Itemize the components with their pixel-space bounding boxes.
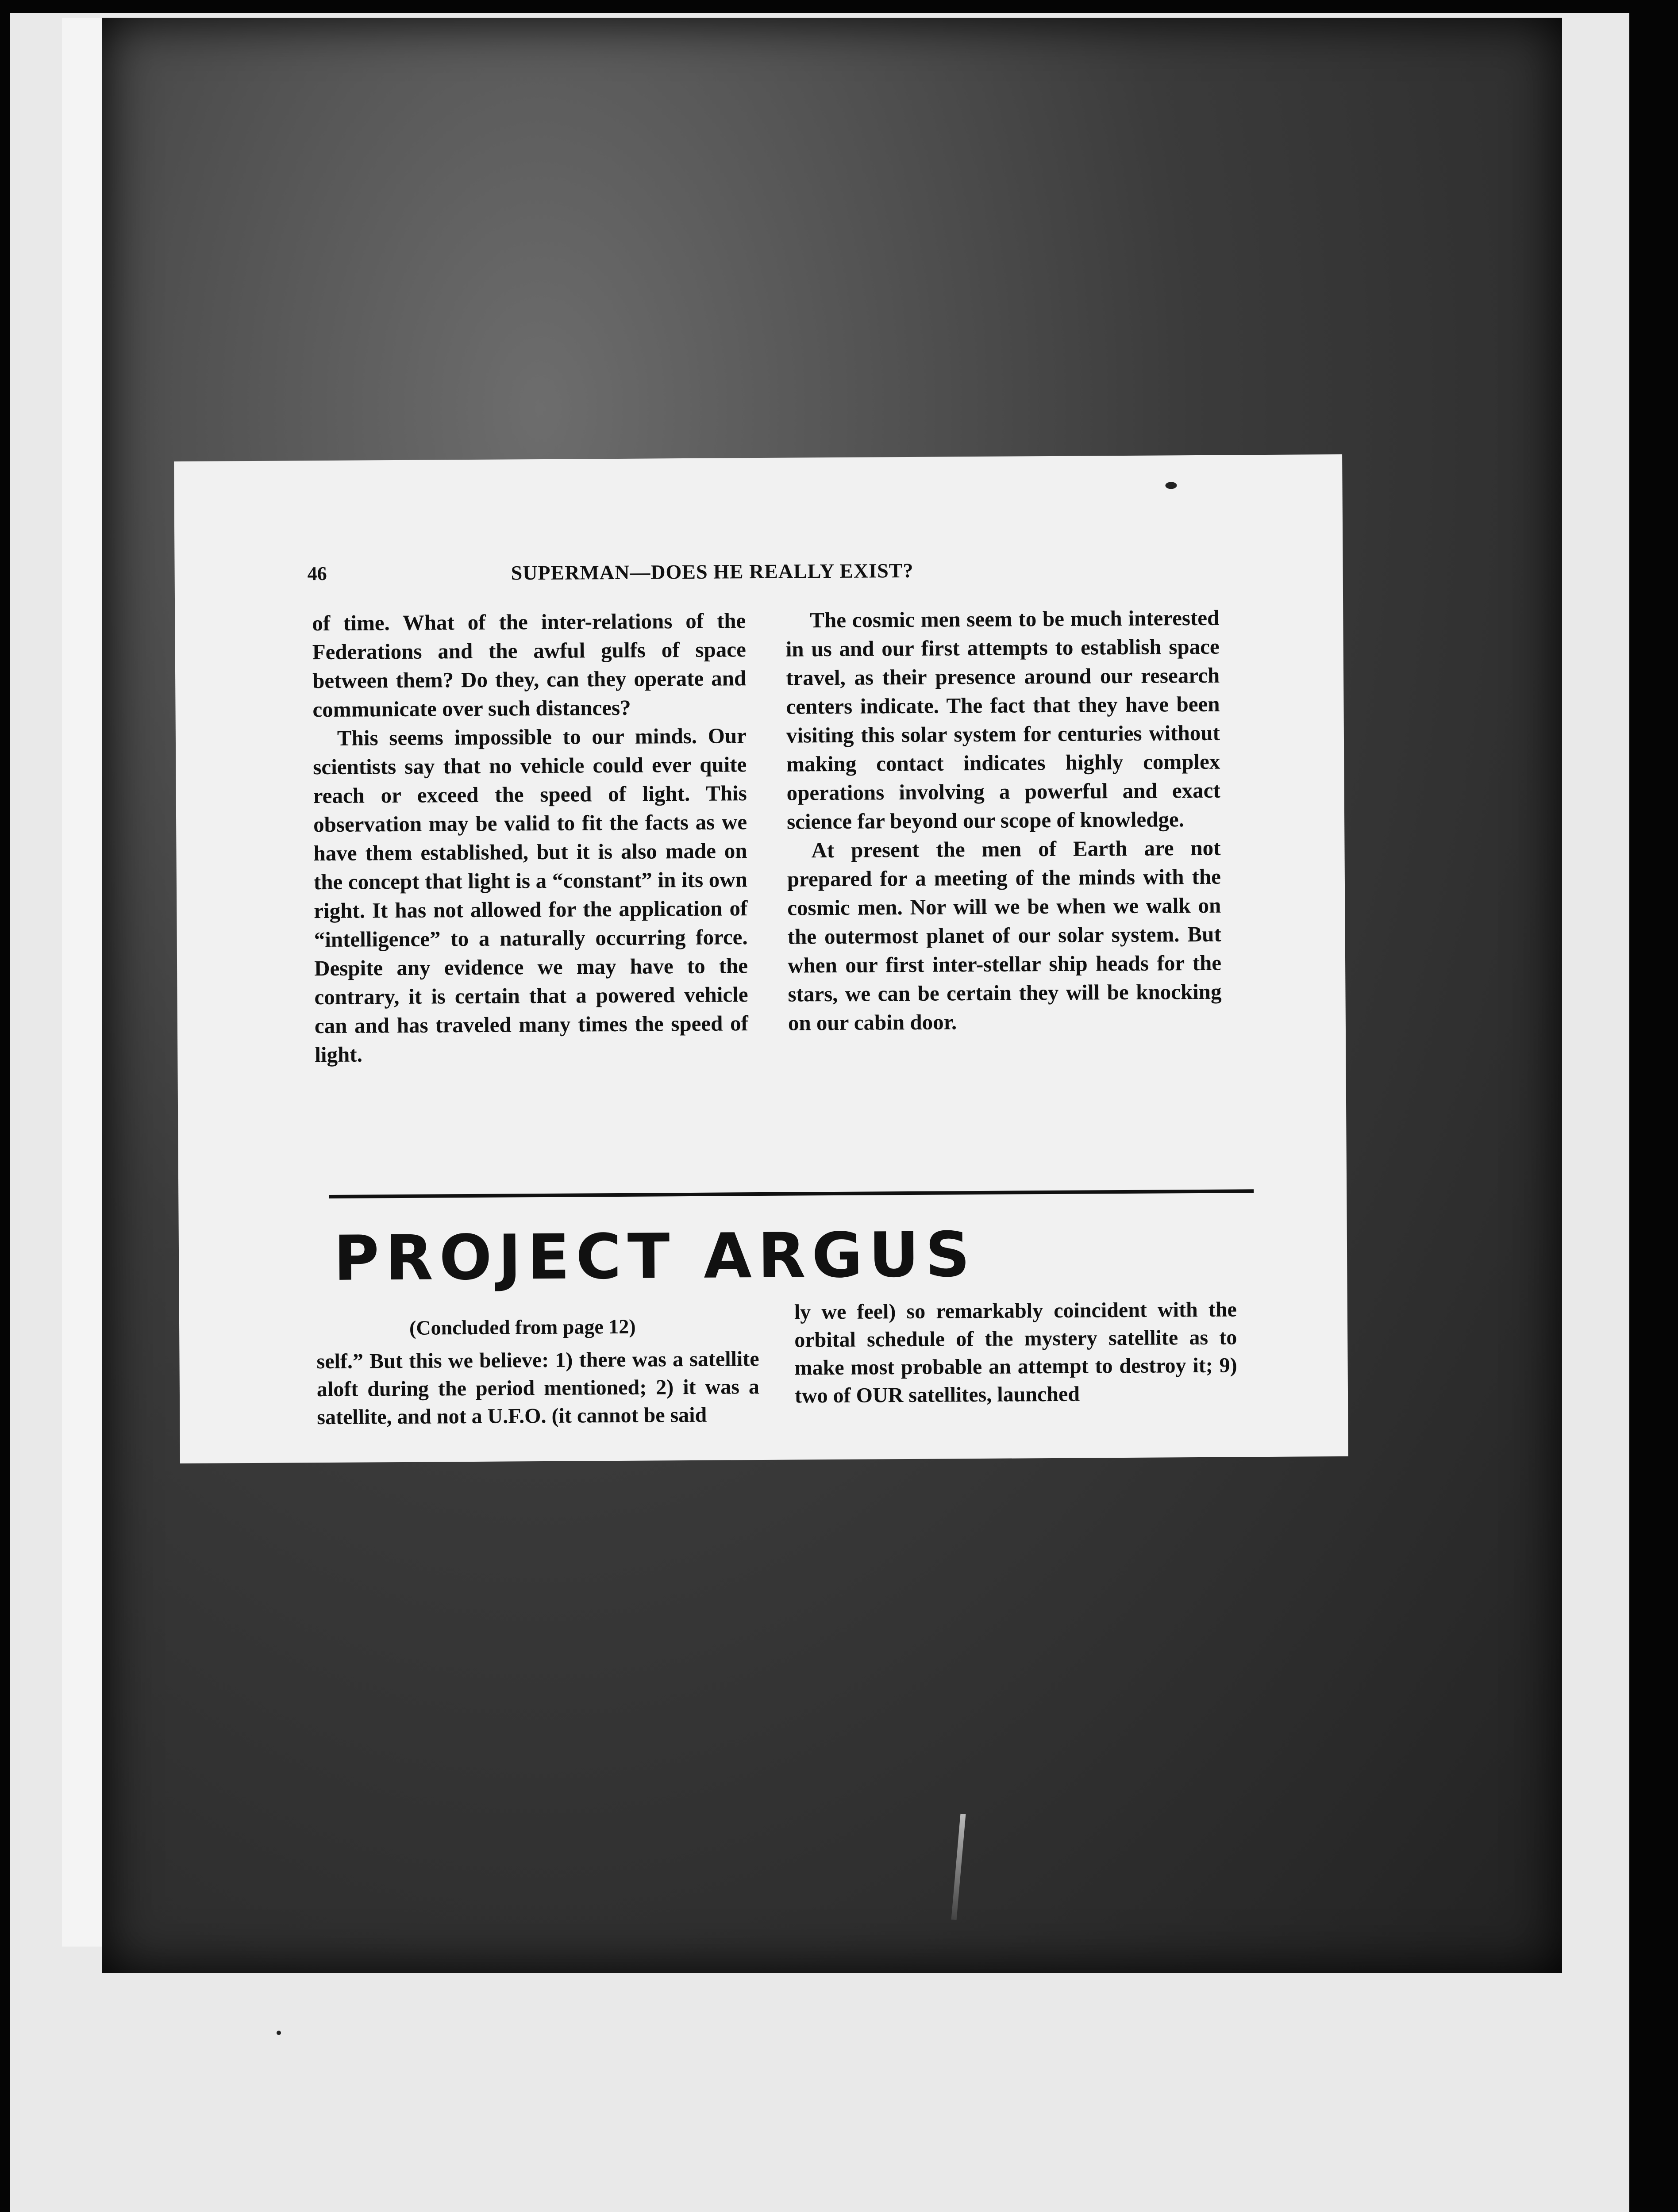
- scan-left-margin: [62, 18, 102, 1947]
- paragraph: of time. What of the inter-relations of the Federations and the awful gulfs of space between them? Do they, can they operate and communicate over such distances?: [312, 608, 747, 722]
- paragraph: ly we feel) so remarkably coincident with the orbital schedule of the mystery satellite as to make most probable an attempt to destroy it; 9) two of OUR satellites, launched: [794, 1298, 1237, 1408]
- paragraph: The cosmic men seem to be much interested in us and our first attempts to establish space travel, as their presence around our research centers indicate. The fact that they have been visiting this solar system for centuries without making contact indicates highly complex operations involving a powerful and exact science far beyond our scope of knowledge.: [785, 605, 1220, 834]
- argus-right-column: [794, 1295, 1238, 1444]
- argus-left-column: [316, 1345, 759, 1436]
- running-head: [308, 557, 1281, 593]
- magazine-clipping: [174, 454, 1348, 1463]
- page-number: 46: [307, 562, 327, 585]
- project-argus-heading: PROJECT ARGUS: [333, 1219, 977, 1295]
- article-right-column: [785, 603, 1222, 1048]
- article-left-column: [312, 606, 749, 1067]
- dust-dot: [277, 2031, 281, 2035]
- section-divider: [329, 1189, 1254, 1198]
- paragraph: self.” But this we believe: 1) there was a satellite aloft during the period mentioned; 2) it was a satellite, and not a U.F.O. (it cannot be said: [316, 1347, 760, 1429]
- corner-mark: [1165, 482, 1177, 489]
- paragraph: This seems impossible to our minds. Our scientists say that no vehicle could ever quite reach or exceed the speed of light. This observation may be valid to fit the facts as we have them established, but it is also made on the concept that light is a “constant” in its own right. It has not allowed for the application of “intelligence” to a naturally occurring force. Despite any evidence we may have to the contrary, it is certain that a powered vehicle can and has traveled many times the speed of light.: [313, 723, 749, 1067]
- running-title: SUPERMAN—DOES HE REALLY EXIST?: [511, 559, 914, 584]
- paragraph: At present the men of Earth are not prepared for a meeting of the minds with the cosmic men. Nor will we be when we walk on the outermost planet of our solar system. But when our first inter-stellar ship heads for the stars, we can be certain they will be knocking on our cabin door.: [787, 835, 1222, 1035]
- concluded-note: (Concluded from page 12): [409, 1315, 636, 1339]
